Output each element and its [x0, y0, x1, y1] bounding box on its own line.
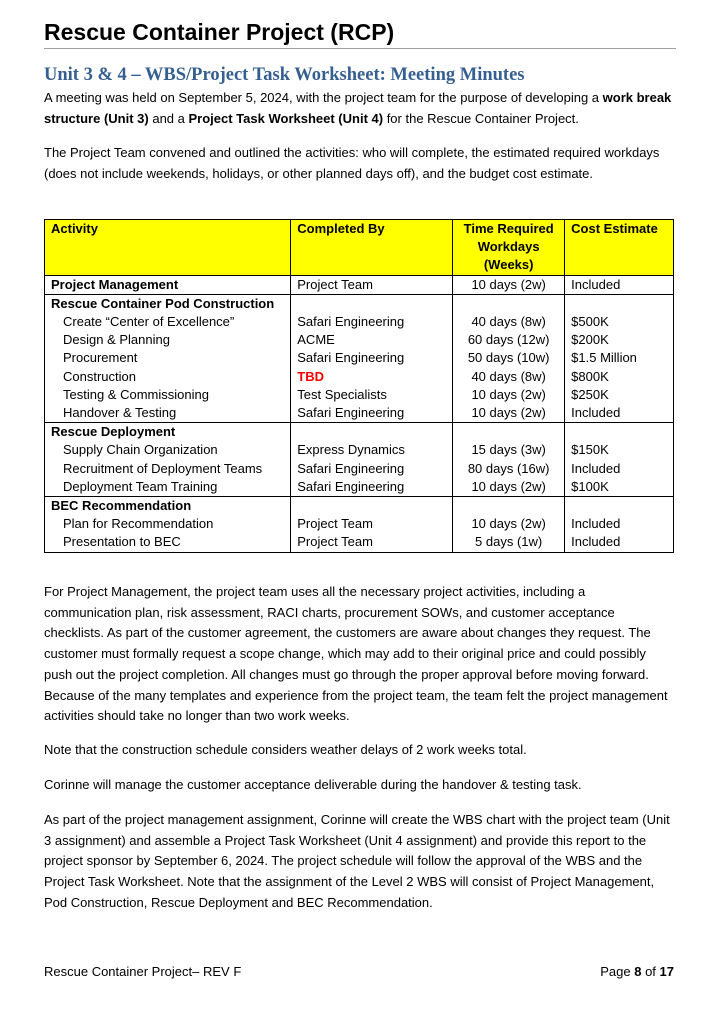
table-group-row: BEC Recommendation — [45, 497, 674, 516]
weather-note-paragraph: Note that the construction schedule considers weather delays of 2 work weeks total. — [44, 742, 527, 757]
table-row: Procurement Safari Engineering 50 days (10w) $1.5 Million — [45, 349, 674, 367]
table-group-row: Rescue Container Pod Construction — [45, 294, 674, 313]
header-cost-estimate: Cost Estimate — [565, 220, 674, 276]
team-paragraph: The Project Team convened and outlined the activities: who will complete, the estimated required workdays (does not include weekends, holidays, or other planned days off), and the budget cost estimate. — [44, 145, 660, 181]
page-title: Rescue Container Project (RCP) — [44, 19, 395, 45]
footer-page-number: Page 8 of 17 — [600, 964, 674, 979]
project-management-paragraph: For Project Management, the project team uses all the necessary project activities, including a communication plan, risk assessment, RACI charts, procurement SOWs, and customer acceptance checklists. As part of the customer agreement, the customers are aware about changes they request. The customer must formally request a scope change, which may add to their original price and could possibly push out the project completion. All changes must go through the proper approval before moving forward. Because of the many templates and experience from the project team, the team felt the project management activities should take no longer than two work weeks. — [44, 584, 668, 724]
project-task-table — [44, 219, 674, 553]
intro-paragraph: A meeting was held on September 5, 2024, with the project team for the purpose of developing a work break structure (Unit 3) and a Project Task Worksheet (Unit 4) for the Rescue Container Project. — [44, 90, 672, 126]
table-row: Project Management Project Team 10 days (2w) Included — [45, 275, 674, 294]
table-header-row — [45, 220, 674, 276]
table-row: Recruitment of Deployment Teams Safari Engineering 80 days (16w) Included — [45, 460, 674, 478]
section-heading: Unit 3 & 4 – WBS/Project Task Worksheet: Meeting Minutes — [44, 65, 525, 85]
table-row: Design & Planning ACME 60 days (12w) $200K — [45, 331, 674, 349]
table-row: Deployment Team Training Safari Engineering 10 days (2w) $100K — [45, 478, 674, 497]
header-time-required: Time Required Workdays (Weeks) — [453, 220, 565, 276]
header-activity: Activity — [45, 220, 291, 276]
header-completed-by: Completed By — [291, 220, 453, 276]
table-row: Supply Chain Organization Express Dynamics 15 days (3w) $150K — [45, 441, 674, 459]
table-row: Testing & Commissioning Test Specialists 10 days (2w) $250K — [45, 386, 674, 404]
table-row: Handover & Testing Safari Engineering 10 days (2w) Included — [45, 404, 674, 423]
table-row: Plan for Recommendation Project Team 10 days (2w) Included — [45, 515, 674, 533]
title-divider — [44, 48, 676, 49]
tbd-label: TBD — [291, 368, 453, 386]
table-row: Presentation to BEC Project Team 5 days (1w) Included — [45, 533, 674, 552]
acceptance-paragraph: Corinne will manage the customer acceptance deliverable during the handover & testing task. — [44, 777, 582, 792]
table-row: Create “Center of Excellence” Safari Engineering 40 days (8w) $500K — [45, 313, 674, 331]
table-row: Construction TBD 40 days (8w) $800K — [45, 368, 674, 386]
table-group-row: Rescue Deployment — [45, 423, 674, 442]
footer-document-name: Rescue Container Project– REV F — [44, 964, 242, 979]
assignment-paragraph: As part of the project management assignment, Corinne will create the WBS chart with the project team (Unit 3 assignment) and assemble a Project Task Worksheet (Unit 4 assignment) and provide this report to the project sponsor by September 6, 2024. The project schedule will follow the approval of the WBS and the Project Task Worksheet. Note that the assignment of the Level 2 WBS will consist of Project Management, Pod Construction, Rescue Deployment and BEC Recommendation. — [44, 812, 670, 910]
